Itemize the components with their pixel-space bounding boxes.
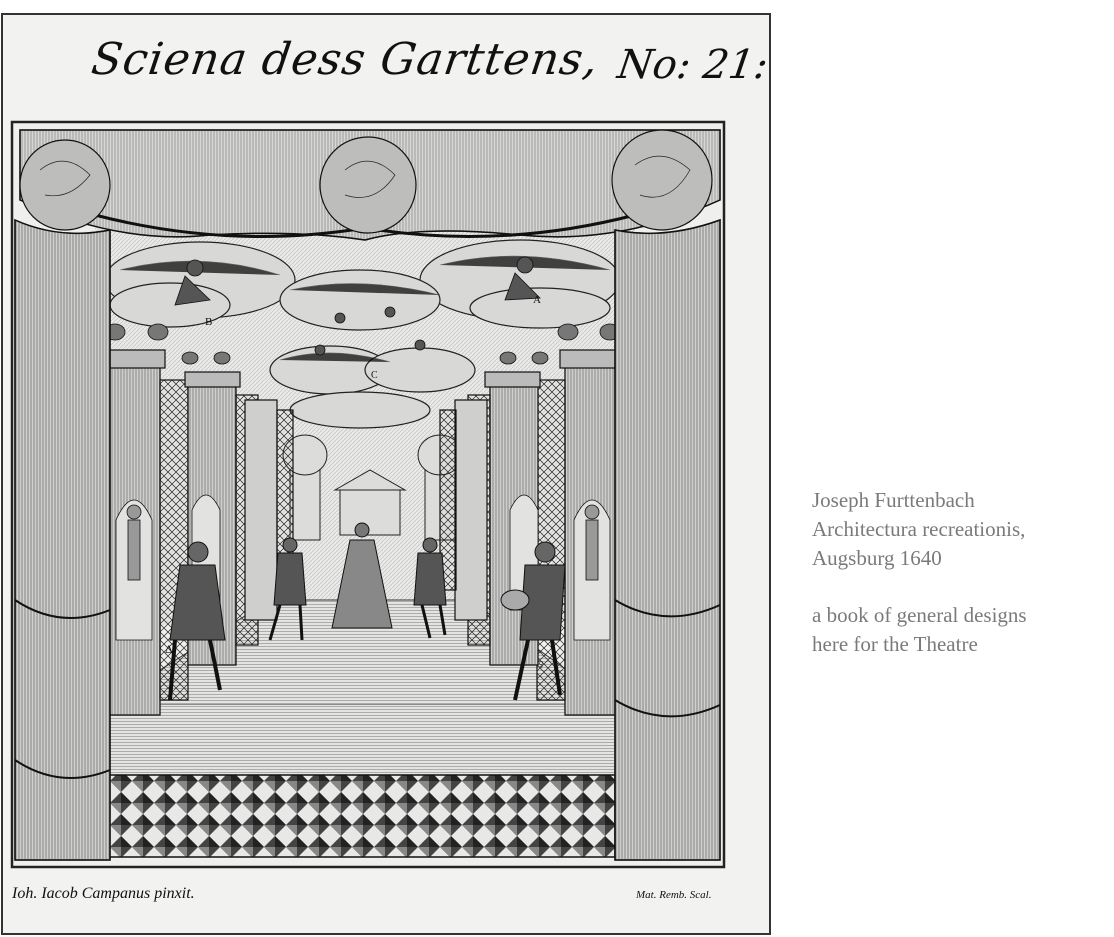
caption-description-1: a book of general designs xyxy=(812,603,1027,627)
letter-mark-b: B xyxy=(205,316,213,328)
stage-front xyxy=(105,775,615,857)
letter-mark-a: A xyxy=(533,294,541,306)
side-curtain-right xyxy=(615,220,720,860)
side-curtain-left xyxy=(15,220,110,860)
plate-number: No: 21: xyxy=(614,42,771,88)
letter-mark-venus: ♀ xyxy=(536,658,547,673)
engraver-credit: Mat. Remb. Scal. xyxy=(636,889,712,901)
letter-mark-delta: Δ xyxy=(165,642,173,656)
caption-description-2: here for the Theatre xyxy=(812,632,978,656)
plate-title: Sciena dess Garttens, xyxy=(88,34,603,85)
caption xyxy=(812,486,1102,659)
letter-mark-c: C xyxy=(371,370,378,381)
caption-work-title: Architectura recreationis, xyxy=(812,517,1026,541)
caption-author: Joseph Furttenbach xyxy=(812,488,975,512)
caption-place-year: Augsburg 1640 xyxy=(812,546,942,570)
painter-credit: Ioh. Iacob Campanus pinxit. xyxy=(12,885,195,902)
